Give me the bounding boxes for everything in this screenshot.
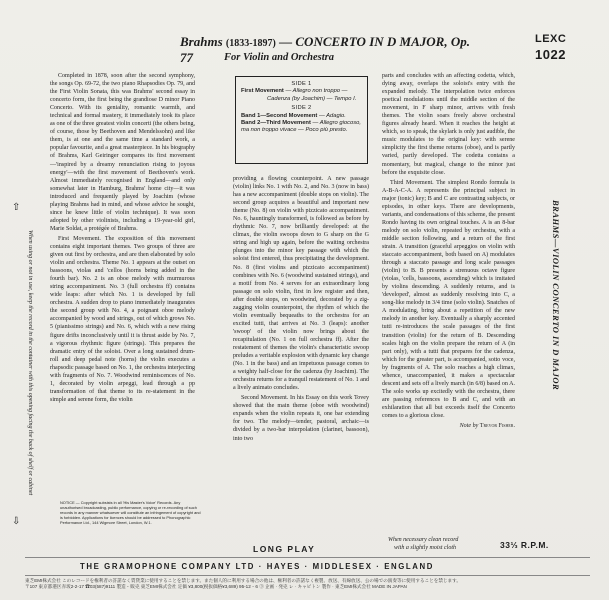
notes-paragraph: Third Movement. The simplest Rondo formula is A-B-A-C-A. A represents the principal subject in major (tonic) key; B and C are contrasting subjects, or episodes, in other keys. There are developments, variants, and condensations of this scheme, the present Rondo having its own original touches. A is an 8-bar melody on solo violin, repeated by orchestra, with a middle section following, and a return of the first strain. A transition (graceful arpeggios on violin with staccato accompaniment, both based on A) modulates through a staccato passage and long scale passages (violin) to B. B presents a strenuous octave figure (violas, 'cells, bassoons, ascending) which is imitated by violins descending. A suddenly returns, and is 'developed', almost as suddenly resolving into C, a song-like melody in 3/4 time (solo violin). Snatches of A modulating, bring about a repetition of the new melody in another key. Eventually a sharply accented tutti re-introduces the scale passages of the first transition (violin) for the return of B. Descending scales high on the violin prepare the return of A (in part only), with a tutti that prepares for the cadenza, which for the greater part, is accompanied, sotto voce, by fragments of A. The solo reaches a high climax, whence, unaccompanied, it makes a spectacular descent and sets off a lively march (in 6/8) based on A. The solo works up excitedly with the orchestra, there are passing references to B and C, and with an exhilaration that all but exceeds itself the Concerto comes to a glorious close. [382,179,515,419]
divider [25,575,590,576]
notes-column-2 [233,175,369,445]
legal-line-1: 東芝EMI株式会社 このレコードを権利者の許諾なく賃貸業に使用することを禁じます。また個人的に利用する場合の他は、権利者の許諾なく複製、放送、有線放送、公の場での演奏等に使用することを禁じます。 [25,578,461,583]
copyright-notice: NOTICE — Copyright subsists in all 'His Master's Voice' Records. Any unauthorised broadcasting, public performance, copying or re-recording of such records in any manner whatsoever will constitute an infringement of copyright and is forbidden. Applications for licences should be addressed to Phonographic Performance Ltd., 144 Wigmore Street, London, W.1. [60,500,201,525]
signature-author: Trevor Fisher. [479,423,515,430]
album-header [180,34,480,66]
band-1-track [241,113,362,120]
title-separator: — [279,34,293,49]
cleaning-instruction [388,536,458,552]
signature-prefix: Note by [459,423,479,430]
arrow-up-icon: ⇧ [12,202,21,213]
band-2-label: Band 2—Third Movement [241,120,311,127]
work-title: CONCERTO IN D MAJOR, Op. 77 [180,34,470,65]
divider [25,557,590,558]
band-1-label: Band 1—Second Movement [241,112,318,119]
note-signature [382,422,515,430]
composer-name: Brahms [180,34,223,49]
storage-instruction-text: When using or not in use, keep the record in the container with this opening facing the back of shelf or cabinet [27,230,33,496]
side-2-label: SIDE 2 [291,105,312,112]
notes-paragraph: parts and concludes with an affecting codetta, which, dying away, overlaps the soloist's entry with the expanded melody. The interpolation twice enforces poetical modulations until the middle section of the movement, in F sharp minor, arrives with fresh themes. The violin soars freely above orchestral figures already heard. When it reaches the height at which, so to speak, the skylark is only just audible, the music modulates to the original key: with serene simplicity the first theme returns (oboe), and is partly varied, partly developed. The codetta contains a momentary, but magical, change to the minor just before the exquisite close. [382,73,515,176]
band-2-tempo: — Allegro giocoso, ma non troppo vivace — Poco più presto. [241,120,361,134]
spine-title [545,200,565,430]
side-1-cadenza: Cadenza (by Joachim) — Tempo I. [267,95,357,102]
long-play-label: LONG PLAY [253,544,316,554]
speed-label: 33⅓ R.P.M. [500,540,549,550]
catalog-number [535,34,566,61]
notes-paragraph: providing a flowing counterpoint. A new passage (violin) links No. 1 with No. 2, and No. 3 (now in bass) has a new accompaniment (double stops on violin). The second group acquires a beautiful and important new theme (No. 8) on violin with pizzicato accompaniment. No. 6, hauntingly transformed, is followed as before by rhythmic No. 7, now brilliantly developed: at the climax, the violin swoops down to G sharp on the G string and high up again, before the waiting orchestra plunges into the minor key passage with which the soloist first entered, thus precipitating the development. No. 8 (first violins and pizzicato accompaniment) combines with No. 6 (woodwind sustained strings), and a motif from No. 4 serves for an extraordinary long passage on solo violin, first in low register and then, after double stops, on woodwind, decorated by a zig-zagging violin counterpoint, the rhythm of which the violin eventually bequeaths to the orchestra for an excited tutti, that arrives at No. 3 (leaps): another 'swoop' of the violin now brings about the recapitulation (No. 1 on full orchestra ff). After the restatement of themes the violin's characteristic swoop preludes a veritable explosion with dynamic key change (No. 1 in the bass) and an impetuous passage comes to a weighty half-close for the cadenza (by Joachim). The orchestra returns for a tranquil restatement of No. 1 and a lively animato concludes. [233,176,369,392]
arrow-down-icon: ⇩ [12,516,21,527]
side-1-movement: First Movement [241,88,284,95]
cleaning-line-2: with a slightly moist cloth [394,545,457,551]
cleaning-line-1: When necessary clean record [388,537,459,543]
side-1-label: SIDE 1 [291,81,312,87]
spine-title-text: BRAHMS—VIOLIN CONCERTO IN D MAJOR [551,200,561,391]
work-subtitle: For Violin and Orchestra [224,52,334,63]
catalog-code: 1022 [535,47,566,62]
band-2-track [241,120,362,135]
band-1-tempo: — Adagio. [318,112,346,119]
side-1-track [241,88,362,95]
notes-column-1 [50,72,195,406]
side-1-tempo: — Allegro non troppo — [285,88,348,95]
storage-instruction [4,200,42,520]
notes-paragraph: Completed in 1878, soon after the second symphony, the songs Op. 69-72, the two piano Rhapsodies Op. 79, and the First Violin Sonata, this was Brahms' second essay in concerto form, the first being the grandiose D minor Piano Concerto. With its geniality, romantic warmth, and technical and formal mastery, it immediately took its place as one of the three greatest violin concerti (the others being, of course, those by Beethoven and Mendelssohn) and like them, is at one and the same time a standard work, a popular favourite, and a great masterpiece. In his biography of Brahms, Karl Geiringer compares its first movement—'inspired by a dreamy renunciation rising to joyous energy'—with the first movement of Beethoven's work. Almost immediately recognised in England—and only somewhat later in Hamburg, Brahms' home city—it was introduced and frequently played by Joachim (whose playing Brahms had in mind, and whose advice he sought, since he knew little of violin technique). It was soon adopted by other violinists, including a 19-year-old girl, Marie Soldat, a protégée of Brahms. [50,73,195,232]
composer-dates: (1833-1897) [225,38,276,49]
japanese-legal-note [25,578,595,590]
company-line: THE GRAMOPHONE COMPANY LTD · HAYES · MIDDLESEX · ENGLAND [80,562,434,571]
track-listing-box [235,76,368,164]
notes-paragraph: Second Movement. In his Essay on this work Tovey showed that the main theme (oboe with woodwind) expands when the violin repeats it, one bar extending for two. The melody—tender, pastoral, archaic—is divided by a two-bar interpolation (clarinet, bassoon), into two [233,395,369,442]
legal-line-2: 〒107 東京都港区赤坂2-2-17 ☎03(587)9111 製造・販売 東芝EMI株式会社 定価 ¥3,800(税抜価格¥3,689) 95-12・6 ③ 企画 · 発売 レ · キャピトン 製作 · 東芝EMI株式会社 MADE IN JAPAN [25,583,407,589]
notes-paragraph: First Movement. The exposition of this movement contains eight important themes. Two groups of three are given out first by orchestra, and are then elaborated by solo violin and orchestra. Theme No. 1 appears at the outset on bassoons, violas and 'cellos (horns being added in the fourth bar). No. 2 is an oboe melody with murmurous string accompaniment. No. 3 (full orchestra ff) contains wide leaps: after which No. 1 is developed by full orchestra. A sudden drop to piano immediately inaugurates the second group with No. 4, a poignant oboe melody accompanied by wood and strings, out of which grows No. 5 (pianissimo strings) and No. 6, which with a new rising figure drifts inconclusively until it is thrust aside by No. 7, a vigorous rhythmic figure (strings). This prepares the dramatic entry of the soloist. Over a long sustained drum-roll and deep pedal note (horns) the violin executes a rhapsodic passage based on No. 1, the orchestra interjecting with fragments of No. 7. Woodwind reminiscences of No. 1, decorated by violin arpeggi, lead through a pp transformation of that theme to its re-statement in the simple and serene form, the violin [50,235,195,403]
notes-column-3 [382,72,515,430]
catalog-prefix: LEXC [535,33,567,45]
